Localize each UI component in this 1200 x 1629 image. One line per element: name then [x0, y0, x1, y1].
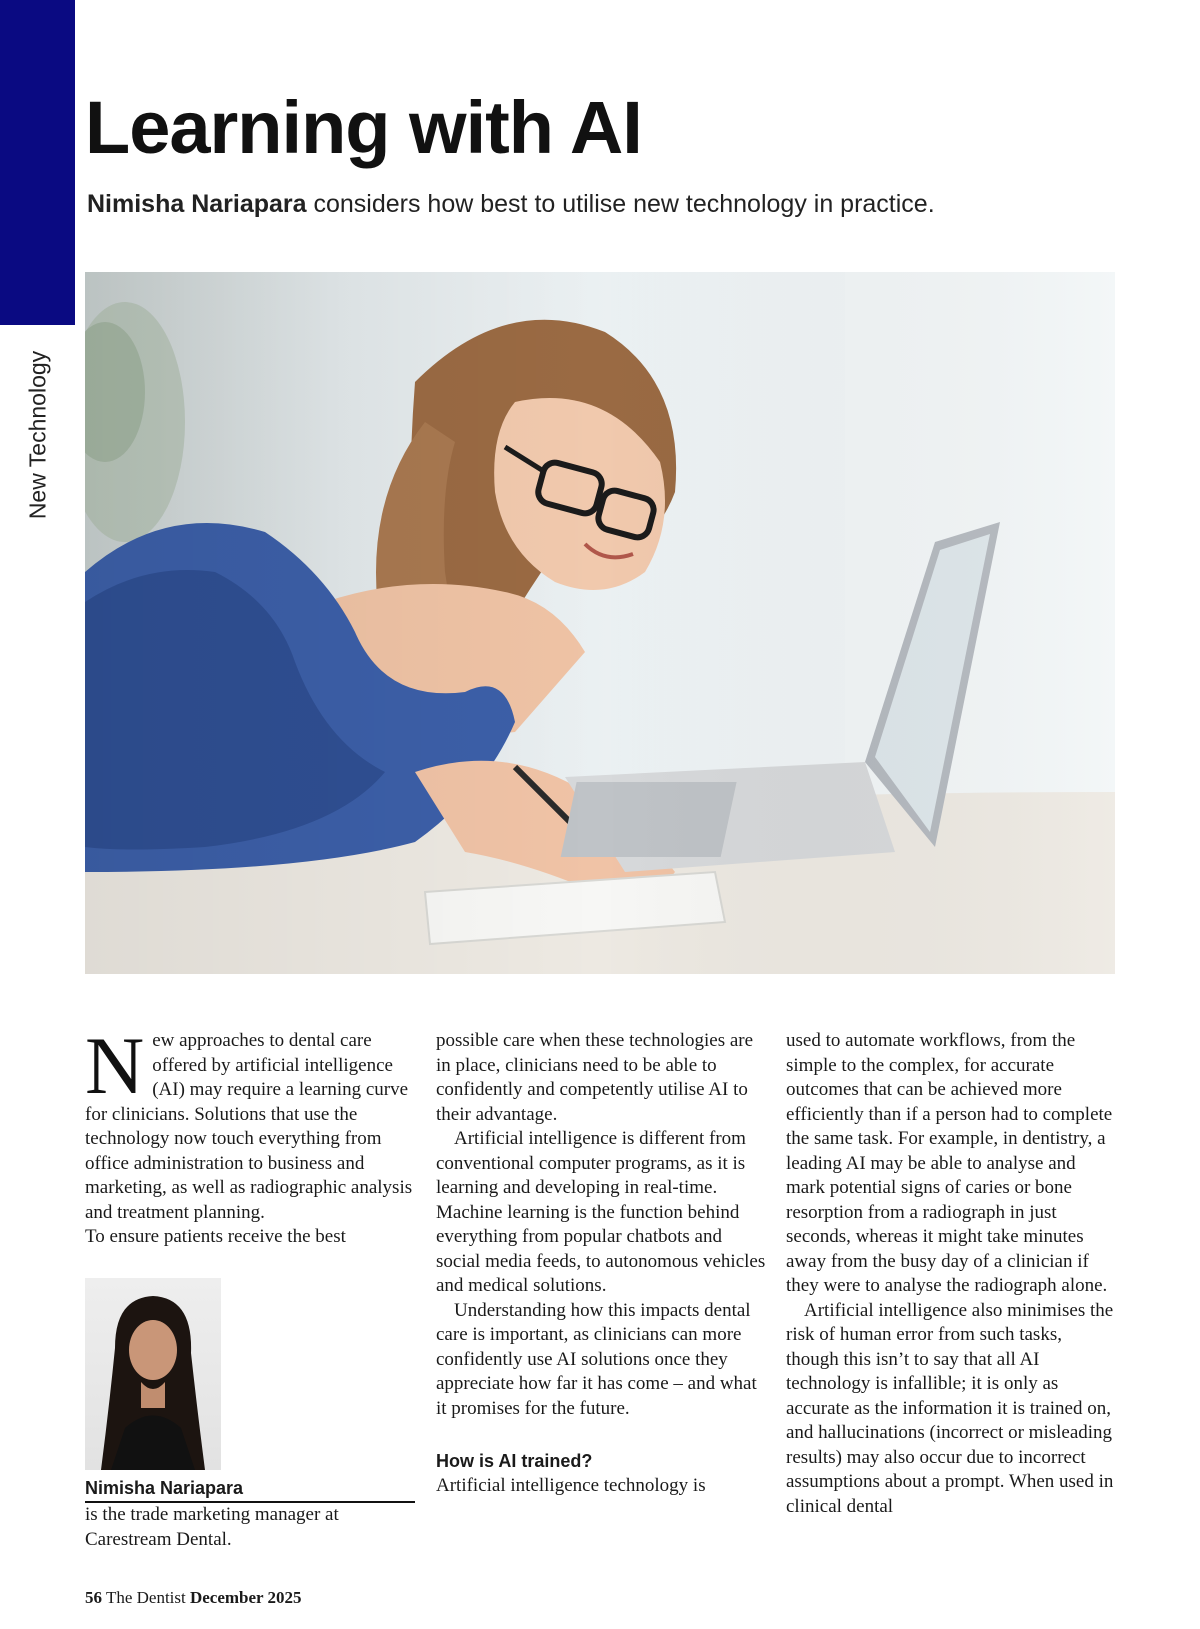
- page-number: 56: [85, 1588, 102, 1607]
- author-portrait-illustration: [85, 1278, 221, 1470]
- body-paragraph: Artificial intelligence is different from conventional computer programs, as it is learning and developing in real-time. Machine learning is the function behind everything from popular chatbots and social media feeds, to autonomous vehicles and medical solutions.: [436, 1128, 766, 1296]
- body-paragraph: ew approaches to dental care offered by artificial intelligence (AI) may require a learning curve for clinicians. Solutions that use the technology now touch everything from office administration to business and marketing, as well as radiographic analysis and treatment planning.: [85, 1030, 413, 1223]
- section-label: New Technology: [24, 350, 51, 520]
- hero-photo: [85, 272, 1115, 974]
- publication-name: The Dentist: [102, 1588, 190, 1607]
- body-paragraph: used to automate workflows, from the simple to the complex, for accurate outcomes that can be achieved more efficiently than if a person had to complete the same task. For example, in dentistry, a leading AI may be able to analyse and mark potential signs of caries or bone resorption from a radiograph in just seconds, whereas it might take minutes away from the busy day of a clinician if they were to analyse the radiograph alone.: [786, 1030, 1113, 1296]
- body-paragraph: Artificial intelligence technology is: [436, 1474, 706, 1496]
- body-paragraph: Artificial intelligence also minimises the risk of human error from such tasks, though this isn’t to say that all AI technology is infallible; it is only as accurate as the information it is trained on, and hallucinations (incorrect or misleading results) may also occur due to incorrect assumptions about a prompt. When used in clinical dental: [786, 1299, 1114, 1517]
- article-column-2: [436, 1029, 766, 1498]
- article-title: Learning with AI: [85, 86, 642, 169]
- page-footer: [85, 1588, 302, 1608]
- author-name: Nimisha Nariapara: [85, 1478, 415, 1503]
- issue-date: December 2025: [189, 1588, 302, 1607]
- article-column-1: [85, 1020, 415, 1250]
- author-bio: is the trade marketing manager at Carestream Dental.: [85, 1504, 339, 1550]
- section-color-bar: [0, 0, 75, 325]
- body-paragraph: To ensure patients receive the best: [85, 1226, 346, 1247]
- standfirst-author: Nimisha Nariapara: [87, 190, 307, 218]
- article-column-3: [786, 1029, 1116, 1519]
- standfirst: [87, 190, 935, 219]
- body-paragraph: Understanding how this impacts dental care is important, as clinicians can more confidently use AI solutions once they appreciate how far it has come – and what it promises for the future.: [436, 1299, 757, 1419]
- standfirst-text: considers how best to utilise new technology in practice.: [306, 190, 935, 218]
- body-paragraph: possible care when these technologies are in place, clinicians need to be able to confidently and competently utilise AI to their advantage.: [436, 1030, 754, 1125]
- drop-cap: N: [85, 1020, 145, 1111]
- woman-studying-laptop-illustration: [85, 272, 1115, 974]
- section-subhead: How is AI trained?: [436, 1451, 593, 1471]
- author-portrait: [85, 1278, 221, 1470]
